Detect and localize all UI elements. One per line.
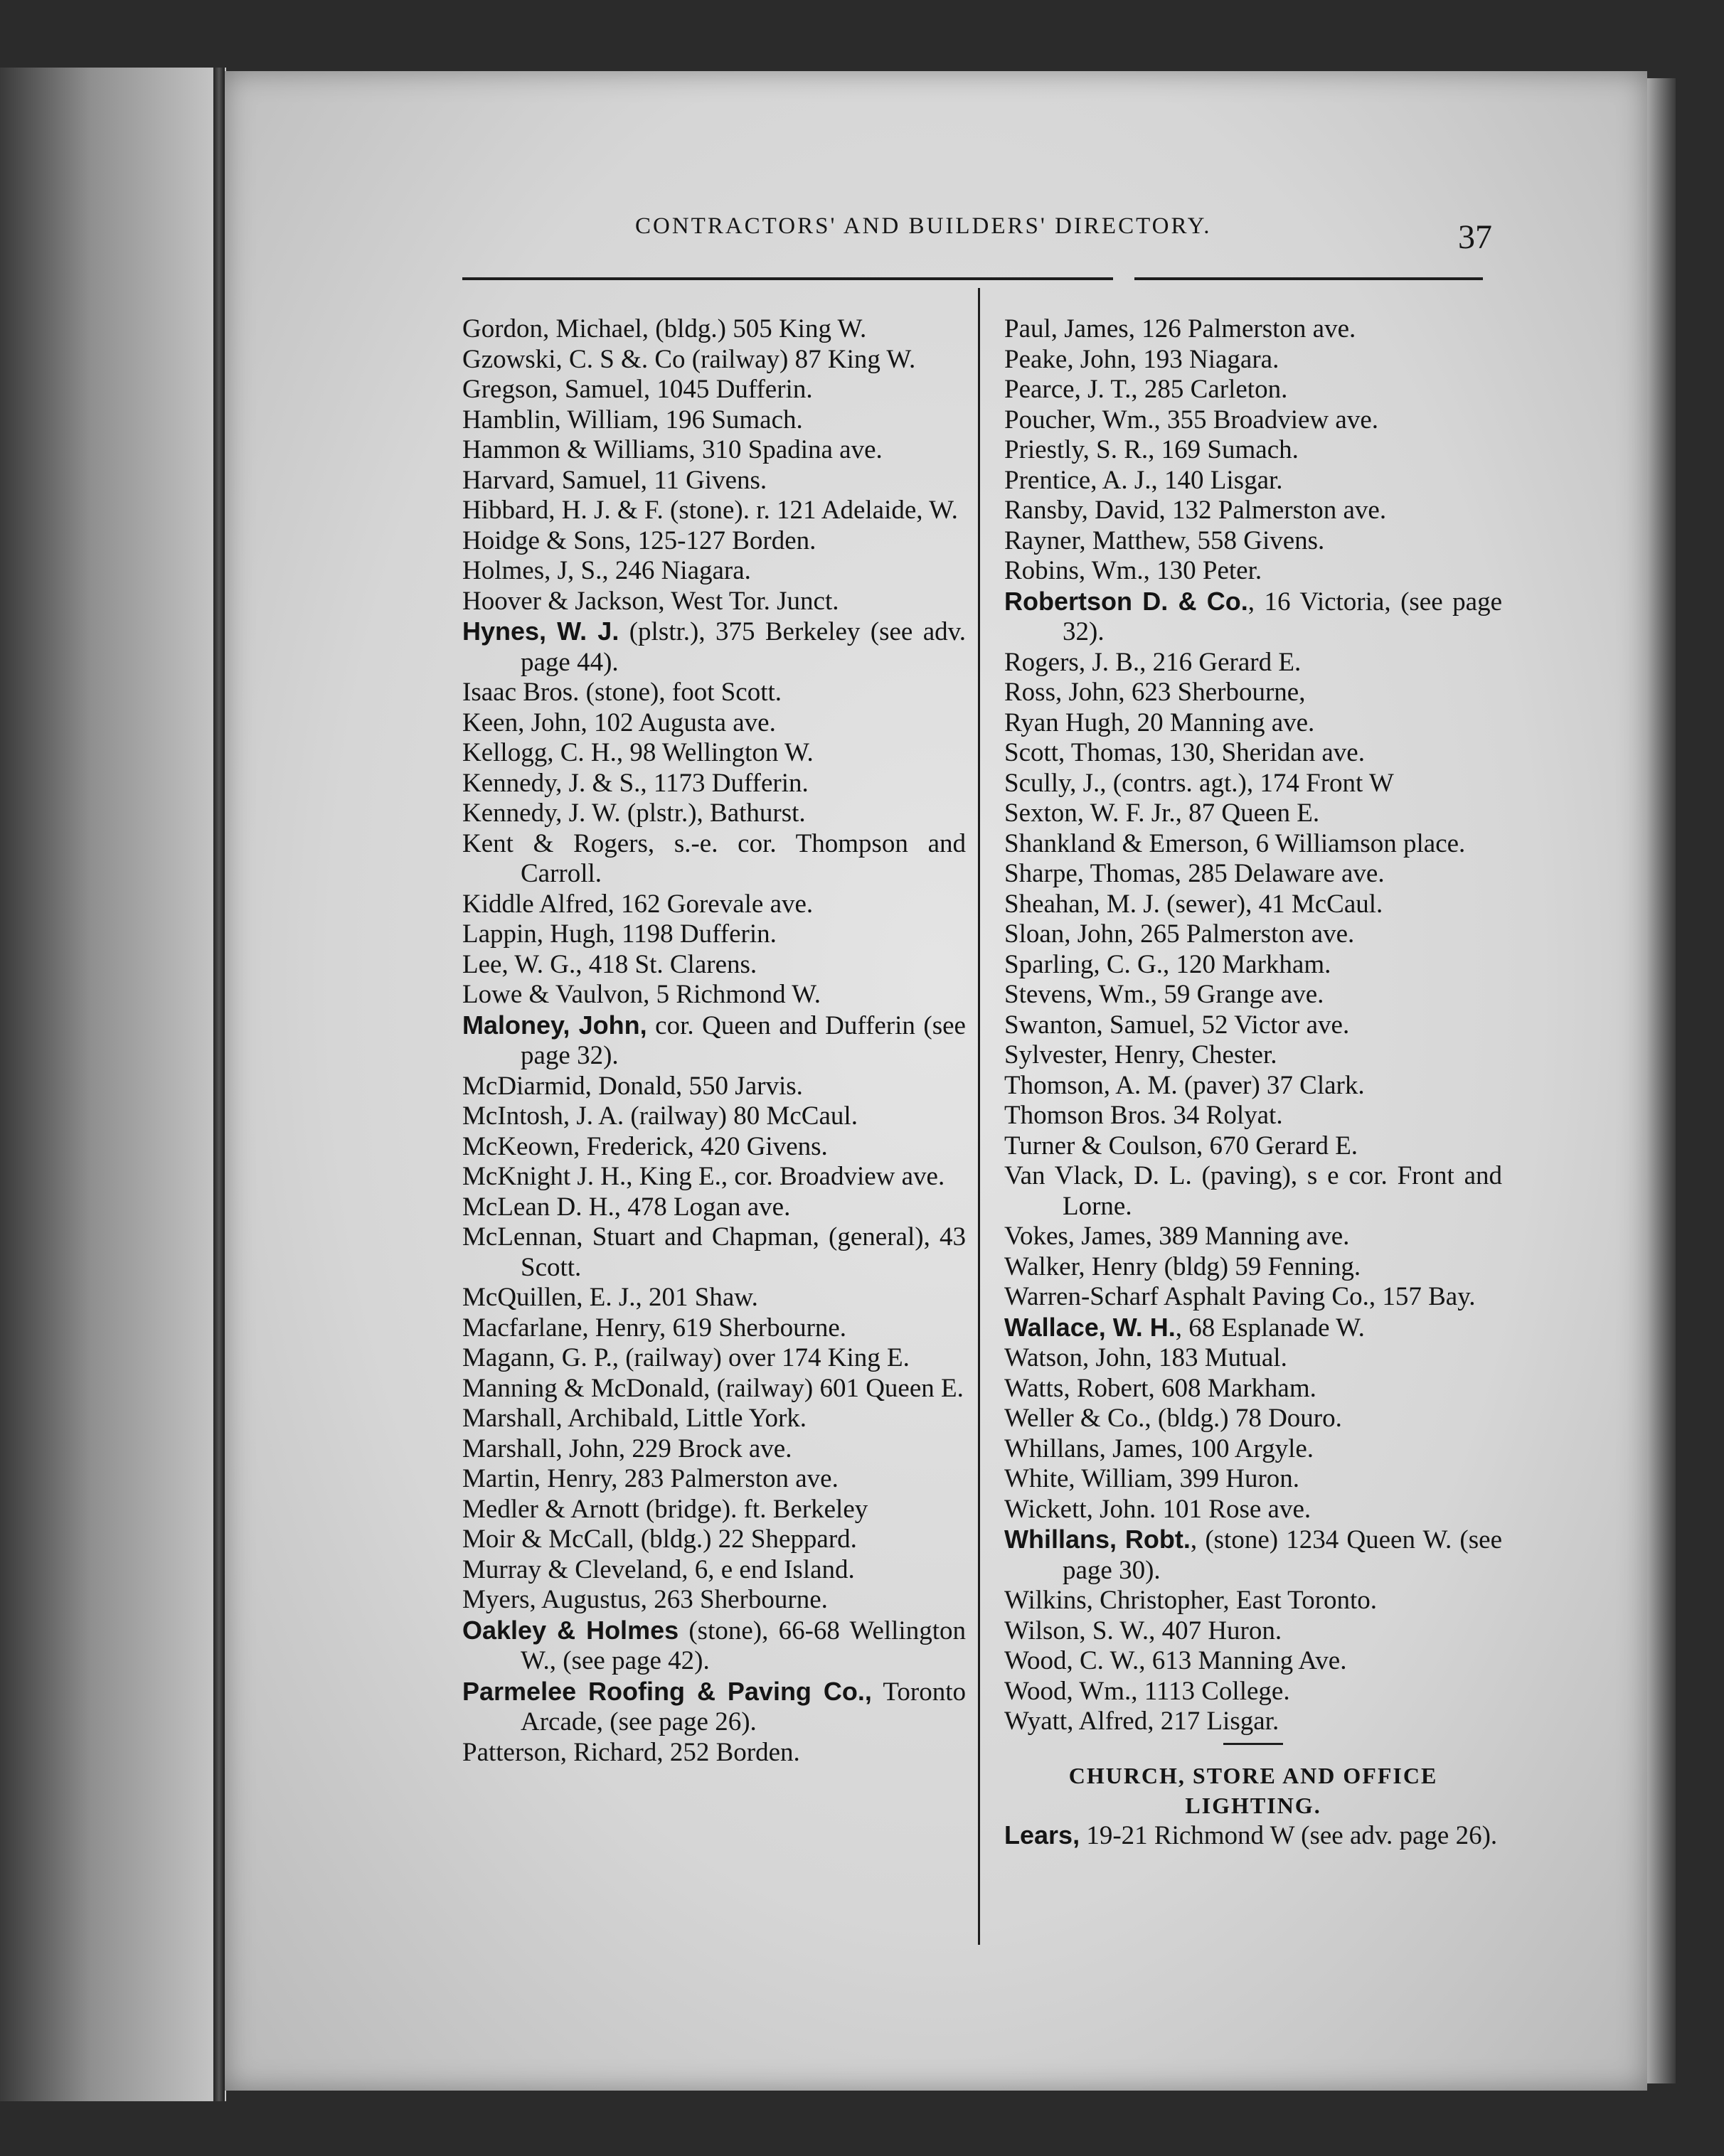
entry-text: (stone), 66-68 Wellington W., (see page 42). [521,1616,966,1675]
directory-entry [462,1222,966,1283]
directory-entry [462,1495,966,1525]
directory-entry [1004,1525,1502,1586]
entry-text: Wilkins, Christopher, East Toronto. [1004,1586,1378,1615]
entry-text: Lee, W. G., 418 St. Clarens. [462,949,757,979]
directory-entry [1004,1040,1502,1071]
entry-text: Wood, C. W., 613 Manning Ave. [1004,1646,1347,1675]
directory-entry [462,738,966,769]
entry-text: McDiarmid, Donald, 550 Jarvis. [462,1071,803,1101]
entry-text: McIntosh, J. A. (railway) 80 McCaul. [462,1101,858,1131]
directory-entry [462,1313,966,1344]
entry-text: Ryan Hugh, 20 Manning ave. [1004,708,1315,737]
directory-entry [462,466,966,496]
directory-entry [462,1132,966,1163]
directory-entry [462,1101,966,1132]
directory-entry [1004,648,1502,678]
entry-text: Moir & McCall, (bldg.) 22 Sheppard. [462,1525,857,1554]
directory-entry [1004,859,1502,890]
entry-text: Wilson, S. W., 407 Huron. [1004,1616,1282,1645]
directory-entry [462,587,966,617]
directory-entry [462,708,966,739]
entry-text: Gregson, Samuel, 1045 Dufferin. [462,375,813,404]
entry-text: Wood, Wm., 1113 College. [1004,1676,1290,1706]
entry-text: Wickett, John. 101 Rose ave. [1004,1494,1311,1524]
directory-entry [1004,1071,1502,1101]
entry-text: 19-21 Richmond W (see adv. page 26). [1080,1820,1498,1850]
directory-entry [462,919,966,950]
entry-text: Kent & Rogers, s.-e. cor. Thompson and Carroll. [462,828,966,888]
directory-entry [1004,738,1502,769]
directory-entry [1004,1820,1502,1852]
entry-text: Robins, Wm., 130 Peter. [1004,556,1262,585]
directory-entry [462,345,966,375]
entry-text: Isaac Bros. (stone), foot Scott. [462,678,782,707]
entry-text: Magann, G. P., (railway) over 174 King E. [462,1343,910,1372]
entry-name-bold: Parmelee Roofing & Paving Co., [462,1676,872,1706]
entry-name-bold: Maloney, John, [462,1010,647,1040]
directory-entry [1004,1282,1502,1313]
entry-text: Sloan, John, 265 Palmerston ave. [1004,919,1355,949]
entry-text: Myers, Augustus, 263 Sherbourne. [462,1585,828,1614]
entry-text: Macfarlane, Henry, 619 Sherbourne. [462,1313,847,1343]
entry-name-bold: Robertson D. & Co. [1004,586,1248,616]
entry-text: Scott, Thomas, 130, Sheridan ave. [1004,738,1365,767]
entry-text: Turner & Coulson, 670 Gerard E. [1004,1131,1358,1160]
directory-entry [1004,1495,1502,1525]
directory-entry [462,1010,966,1072]
directory-entry [462,799,966,829]
entry-text: McKeown, Frederick, 420 Givens. [462,1131,828,1161]
directory-entry [1004,1434,1502,1465]
directory-entry [462,678,966,708]
entry-text: White, William, 399 Huron. [1004,1464,1300,1493]
entry-text: Keen, John, 102 Augusta ave. [462,708,776,737]
entry-text: Swanton, Samuel, 52 Victor ave. [1004,1010,1350,1040]
directory-entry [462,1585,966,1616]
entry-name-bold: Oakley & Holmes [462,1615,679,1645]
entry-text: Wyatt, Alfred, 217 Lisgar. [1004,1707,1279,1736]
directory-entry [1004,890,1502,920]
entry-text: Scully, J., (contrs. agt.), 174 Front W [1004,768,1394,798]
directory-entry [1004,799,1502,829]
directory-entry [462,769,966,799]
directory-entry [462,1283,966,1313]
directory-entry [462,1738,966,1768]
entry-text: Sexton, W. F. Jr., 87 Queen E. [1004,799,1320,828]
directory-entry [1004,708,1502,739]
directory-entry [462,1072,966,1102]
directory-entry [1004,466,1502,496]
entry-text: , 16 Victoria, (see page 32). [1063,587,1502,646]
entry-text: Holmes, J, S., 246 Niagara. [462,556,751,585]
entry-text: Sheahan, M. J. (sewer), 41 McCaul. [1004,889,1383,919]
directory-entry [1004,1010,1502,1041]
directory-entry [462,617,966,678]
directory-entry [1004,1646,1502,1677]
directory-entry [462,526,966,557]
entry-text: Paul, James, 126 Palmerston ave. [1004,314,1356,343]
directory-entry [1004,314,1502,345]
section-rule [1223,1743,1283,1745]
entry-text: Priestly, S. R., 169 Sumach. [1004,435,1299,464]
directory-entry [462,829,966,890]
directory-column-right [1004,314,1502,1851]
entry-text: McLennan, Stuart and Chapman, (general), 43 Scott. [462,1222,966,1282]
directory-entry [1004,1374,1502,1404]
entry-text: Ross, John, 623 Sherbourne, [1004,678,1306,707]
entry-text: Martin, Henry, 283 Palmerston ave. [462,1464,839,1493]
entry-text: Hoover & Jackson, West Tor. Junct. [462,586,839,616]
directory-entry [462,1616,966,1677]
entry-text: Weller & Co., (bldg.) 78 Douro. [1004,1404,1342,1433]
directory-entry [1004,1161,1502,1222]
entry-text: Lappin, Hugh, 1198 Dufferin. [462,919,777,949]
entry-text: , 68 Esplanade W. [1175,1313,1365,1343]
directory-entry [462,1464,966,1495]
entry-text: McQuillen, E. J., 201 Shaw. [462,1283,758,1312]
entry-text: Rogers, J. B., 216 Gerard E. [1004,647,1302,677]
column-divider [978,288,980,1945]
directory-entry [1004,1616,1502,1647]
entry-text: Gzowski, C. S &. Co (railway) 87 King W. [462,344,916,374]
directory-entry [1004,678,1502,708]
directory-entry [1004,556,1502,587]
directory-entry [462,496,966,526]
directory-entry [462,375,966,405]
entry-text: Poucher, Wm., 355 Broadview ave. [1004,405,1378,434]
entry-text: Shankland & Emerson, 6 Williamson place. [1004,828,1466,858]
directory-entry [462,1162,966,1192]
directory-entry [462,1434,966,1465]
directory-entry [1004,1404,1502,1434]
entry-name-bold: Wallace, W. H. [1004,1312,1176,1342]
entry-text: McKnight J. H., King E., cor. Broadview ave. [462,1162,945,1191]
directory-entry [1004,1464,1502,1495]
directory-entry [462,1525,966,1555]
entry-text: Kennedy, J. & S., 1173 Dufferin. [462,768,809,798]
entry-text: Thomson Bros. 34 Rolyat. [1004,1101,1283,1130]
directory-entry [462,435,966,466]
page-number: 37 [1458,218,1492,256]
entry-text: Hibbard, H. J. & F. (stone). r. 121 Adelaide, W. [462,496,958,525]
entry-text: Murray & Cleveland, 6, e end Island. [462,1554,855,1584]
entry-text: Watts, Robert, 608 Markham. [1004,1373,1316,1403]
directory-entry [1004,769,1502,799]
entry-text: Stevens, Wm., 59 Grange ave. [1004,980,1324,1009]
entry-text: Peake, John, 193 Niagara. [1004,344,1279,374]
header-rule-right [1134,277,1483,280]
running-header: CONTRACTORS' AND BUILDERS' DIRECTORY. [635,213,1212,239]
directory-entry [1004,526,1502,557]
entry-text: Kennedy, J. W. (plstr.), Bathurst. [462,799,806,828]
directory-entry [1004,1343,1502,1374]
directory-entry [1004,1222,1502,1252]
section-heading: CHURCH, STORE AND OFFICE LIGHTING. [1068,1762,1438,1818]
entry-text: Sylvester, Henry, Chester. [1004,1040,1277,1069]
directory-entry [1004,587,1502,648]
book-spine [213,68,225,2101]
entry-text: Vokes, James, 389 Manning ave. [1004,1222,1350,1251]
directory-entry [1004,919,1502,950]
entry-text: Medler & Arnott (bridge). ft. Berkeley [462,1494,868,1524]
entry-text: McLean D. H., 478 Logan ave. [462,1192,791,1222]
directory-entry [1004,375,1502,405]
directory-column-left [462,314,966,1768]
directory-entry [462,314,966,345]
entry-text: Kellogg, C. H., 98 Wellington W. [462,738,814,767]
entry-text: Hammon & Williams, 310 Spadina ave. [462,435,883,464]
directory-entry [1004,1101,1502,1131]
entry-text: Sparling, C. G., 120 Markham. [1004,949,1331,979]
entry-text: Pearce, J. T., 285 Carleton. [1004,375,1288,404]
entry-text: cor. Queen and Dufferin (see page 32). [521,1010,966,1070]
directory-entry [462,1404,966,1434]
directory-entry [462,1343,966,1374]
directory-entry [1004,496,1502,526]
directory-entry [1004,405,1502,436]
directory-entry [1004,1586,1502,1616]
entry-text: Kiddle Alfred, 162 Gorevale ave. [462,889,814,919]
entry-text: Toronto Arcade, (see page 26). [521,1677,966,1736]
entry-text: Rayner, Matthew, 558 Givens. [1004,525,1325,555]
directory-entry [462,950,966,981]
entry-text: Hoidge & Sons, 125-127 Borden. [462,525,816,555]
directory-entry [462,1555,966,1586]
directory-entry [1004,950,1502,981]
directory-entry [1004,435,1502,466]
entry-text: Thomson, A. M. (paver) 37 Clark. [1004,1070,1365,1100]
page-edge-shadow [1647,78,1676,2083]
directory-entry [462,556,966,587]
directory-entry [1004,345,1502,375]
entry-text: Van Vlack, D. L. (paving), s e cor. Front and Lorne. [1004,1161,1502,1221]
entry-text: Harvard, Samuel, 11 Givens. [462,465,767,495]
directory-entry [462,1374,966,1404]
directory-entry [1004,829,1502,860]
directory-entry [1004,1252,1502,1283]
directory-entry [1004,1707,1502,1737]
entry-text: Manning & McDonald, (railway) 601 Queen E. [462,1373,964,1403]
entry-text: Ransby, David, 132 Palmerston ave. [1004,496,1387,525]
entry-text: (plstr.), 375 Berkeley (see adv. page 44). [521,617,967,677]
entry-text: Watson, John, 183 Mutual. [1004,1343,1287,1372]
entry-text: Sharpe, Thomas, 285 Delaware ave. [1004,859,1385,888]
entry-text: Patterson, Richard, 252 Borden. [462,1737,800,1767]
entry-text: Hamblin, William, 196 Sumach. [462,405,803,434]
entry-text: Whillans, James, 100 Argyle. [1004,1434,1314,1463]
directory-entry [462,405,966,436]
entry-text: Marshall, Archibald, Little York. [462,1404,807,1433]
directory-entry [462,1192,966,1223]
directory-entry [1004,980,1502,1010]
entry-text: Walker, Henry (bldg) 59 Fenning. [1004,1252,1361,1281]
directory-entry [462,1677,966,1738]
entry-text: Prentice, A. J., 140 Lisgar. [1004,465,1283,495]
directory-entry [462,890,966,920]
directory-entry [1004,1131,1502,1162]
entry-text: Warren-Scharf Asphalt Paving Co., 157 Bay. [1004,1282,1476,1311]
entry-name-bold: Whillans, Robt. [1004,1525,1191,1554]
directory-entry [1004,1313,1502,1344]
entry-text: Marshall, John, 229 Brock ave. [462,1434,792,1463]
facing-page-edge [0,68,226,2101]
entry-text: Lowe & Vaulvon, 5 Richmond W. [462,980,821,1009]
entry-name-bold: Hynes, W. J. [462,617,619,646]
header-rule-left [462,277,1113,280]
entry-name-bold: Lears, [1004,1820,1080,1850]
directory-entry [462,980,966,1010]
directory-entry [1004,1677,1502,1707]
entry-text: Gordon, Michael, (bldg.) 505 King W. [462,314,867,343]
entry-text: , (stone) 1234 Queen W. (see page 30). [1063,1525,1502,1585]
